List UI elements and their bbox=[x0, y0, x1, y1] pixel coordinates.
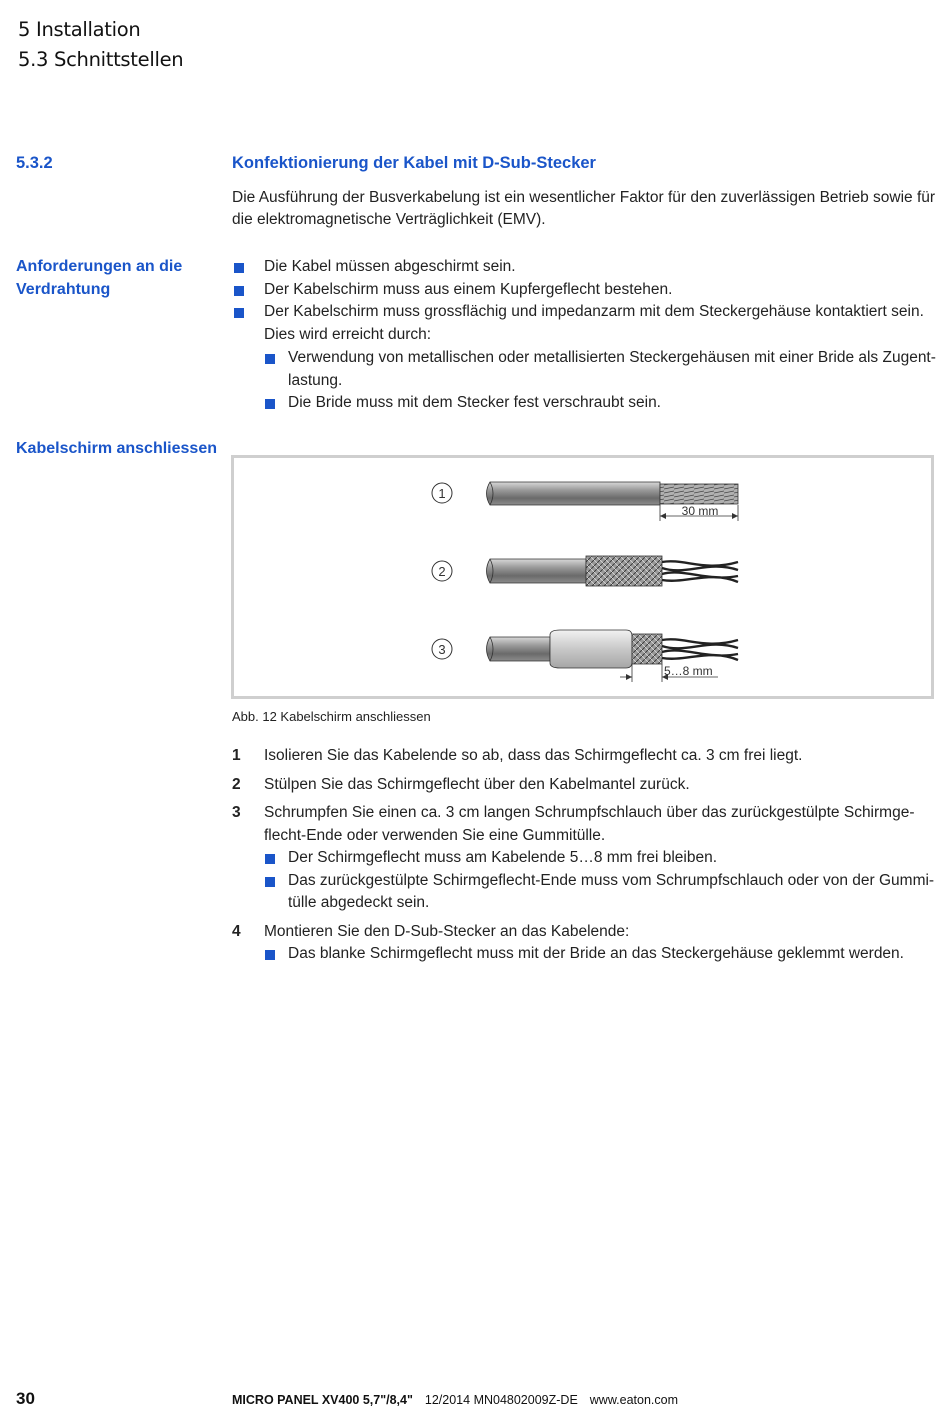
list-item: Die Kabel müssen abgeschirmt sein. bbox=[232, 256, 937, 279]
page-number: 30 bbox=[16, 1389, 35, 1408]
bullet-square-icon bbox=[234, 286, 244, 296]
cable-diagram bbox=[234, 458, 931, 696]
cable-step-3 bbox=[432, 630, 738, 682]
list-item: Der Schirmgeflecht muss am Kabelende 5…8 mm frei bleiben. bbox=[264, 847, 937, 870]
section-number: 5.3.2 bbox=[16, 154, 53, 172]
svg-text:2: 2 bbox=[438, 564, 446, 579]
svg-text:5…8 mm: 5…8 mm bbox=[664, 664, 713, 678]
list-item: Der Kabelschirm muss aus einem Kupfergeflecht bestehen. bbox=[232, 279, 937, 302]
bullet-square-icon bbox=[265, 877, 275, 887]
header-chapter: 5 Installation bbox=[18, 18, 141, 41]
bullet-square-icon bbox=[265, 950, 275, 960]
requirements-list bbox=[232, 256, 937, 415]
footer-docid: 12/2014 MN04802009Z-DE bbox=[424, 1393, 578, 1407]
step-item: 3 Schrumpfen Sie einen ca. 3 cm langen Schrumpfschlauch über das zurückgestülpte Schirmge-flecht-Ende oder verwenden Sie eine Gummitülle. Der Schirmgeflecht muss am Kabelende 5…8 mm frei bleiben. Das zurückgestülpte Schirmgeflecht-Ende muss vom Schrumpfschlauch oder von der Gummi-tülle abgedeckt sein. bbox=[232, 802, 937, 915]
bullet-square-icon bbox=[265, 854, 275, 864]
figure-cable-shield bbox=[231, 455, 934, 699]
footer-url[interactable]: www.eaton.com bbox=[589, 1393, 679, 1407]
list-item: Der Kabelschirm muss grossflächig und impedanzarm mit dem Steckergehäuse kontaktiert sein. Dies wird erreicht durch: bbox=[232, 301, 937, 346]
steps-list bbox=[232, 745, 937, 972]
list-item: Die Bride muss mit dem Stecker fest verschraubt sein. bbox=[264, 392, 937, 415]
list-item: Das zurückgestülpte Schirmgeflecht-Ende muss vom Schrumpfschlauch oder von der Gummi-tülle abgedeckt sein. bbox=[264, 870, 937, 915]
section-title: Konfektionierung der Kabel mit D-Sub-Stecker bbox=[232, 154, 596, 172]
footer-product: MICRO PANEL XV400 5,7"/8,4" bbox=[232, 1393, 413, 1407]
list-item: Verwendung von metallischen oder metallisierten Steckergehäusen mit einer Bride als Zugent-lastung. bbox=[264, 347, 937, 392]
cable-step-2 bbox=[432, 556, 738, 586]
bullet-square-icon bbox=[234, 263, 244, 273]
intro-paragraph: Die Ausführung der Busverkabelung ist ein wesentlicher Faktor für den zuverlässigen Betrieb sowie für die elektromagnetische Verträglichkeit (EMV). bbox=[232, 189, 936, 228]
step-item: 1 Isolieren Sie das Kabelende so ab, dass das Schirmgeflecht ca. 3 cm frei liegt. bbox=[232, 747, 803, 764]
svg-text:30 mm: 30 mm bbox=[681, 504, 719, 518]
step-item: 4 Montieren Sie den D-Sub-Stecker an das Kabelende: Das blanke Schirmgeflecht muss mit der Bride an das Steckergehäuse geklemmt werden. bbox=[232, 921, 937, 966]
svg-text:1: 1 bbox=[438, 486, 446, 501]
svg-text:3: 3 bbox=[438, 642, 446, 657]
list-item: Das blanke Schirmgeflecht muss mit der Bride an das Steckergehäuse geklemmt werden. bbox=[264, 943, 937, 966]
figure-caption: Abb. 12 Kabelschirm anschliessen bbox=[232, 709, 431, 724]
side-label-shield: Kabelschirm anschliessen bbox=[16, 440, 217, 457]
bullet-square-icon bbox=[234, 308, 244, 318]
step-item: 2 Stülpen Sie das Schirmgeflecht über den Kabelmantel zurück. bbox=[232, 775, 690, 793]
footer-text bbox=[232, 1393, 678, 1407]
header-section: 5.3 Schnittstellen bbox=[18, 48, 184, 71]
bullet-square-icon bbox=[265, 354, 275, 364]
side-label-requirements: Anforderungen an die Verdrahtung bbox=[16, 258, 183, 298]
bullet-square-icon bbox=[265, 399, 275, 409]
page-footer bbox=[0, 1389, 950, 1413]
cable-step-1 bbox=[432, 482, 738, 521]
